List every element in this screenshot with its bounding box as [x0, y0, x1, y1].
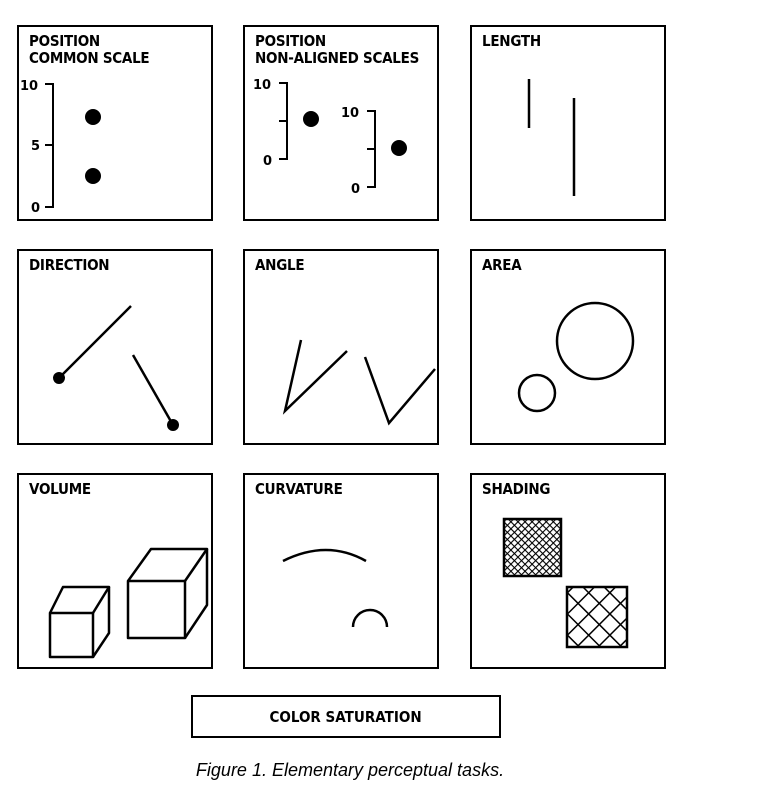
small-circle [519, 375, 555, 411]
panel-angle [243, 249, 439, 445]
direction-dot-left [53, 372, 65, 384]
right-scale-label-bottom: 0 [351, 182, 361, 197]
length-figure [472, 27, 664, 219]
panel-area [470, 249, 666, 445]
color-saturation-label: COLOR SATURATION [269, 707, 423, 726]
shading-figure [472, 475, 664, 667]
panel-shading [470, 473, 666, 669]
right-scale-label-top: 10 [341, 106, 360, 121]
angle-figure [245, 251, 437, 443]
angle-left [285, 340, 347, 411]
title-line: POSITION [29, 32, 100, 50]
panel-volume [17, 473, 213, 669]
scale-label-bottom: 0 [31, 201, 41, 216]
dot-right-scale [391, 140, 407, 156]
panel-direction [17, 249, 213, 445]
dot-high [85, 109, 101, 125]
left-scale-label-bottom: 0 [263, 154, 273, 169]
small-cube [50, 587, 109, 657]
tight-curve [353, 610, 387, 627]
title-line: LENGTH [482, 32, 541, 50]
direction-dot-right [167, 419, 179, 431]
fine-shaded-square [504, 519, 561, 576]
area-figure [472, 251, 664, 443]
title-line: DIRECTION [29, 256, 110, 274]
title-line: NON-ALIGNED SCALES [255, 49, 420, 67]
angle-right [365, 357, 435, 423]
coarse-shaded-square [567, 587, 627, 647]
title-line: SHADING [482, 480, 551, 498]
panel-length [470, 25, 666, 221]
left-scale-label-top: 10 [253, 78, 272, 93]
position-non-aligned-figure [245, 27, 437, 219]
panel-position-common-scale [17, 25, 213, 221]
title-line: POSITION [255, 32, 326, 50]
title-line: VOLUME [29, 480, 91, 498]
gentle-curve [283, 550, 366, 561]
volume-figure [19, 475, 211, 667]
title-line: CURVATURE [255, 480, 343, 498]
scale-label-mid: 5 [31, 139, 41, 154]
figure-caption: Figure 1. Elementary perceptual tasks. [195, 760, 505, 780]
title-line: ANGLE [255, 256, 305, 274]
curvature-figure [245, 475, 437, 667]
dot-low [85, 168, 101, 184]
dot-left-scale [303, 111, 319, 127]
title-line: COMMON SCALE [29, 49, 150, 67]
position-common-scale-figure [19, 27, 211, 219]
panel-curvature [243, 473, 439, 669]
large-circle [557, 303, 633, 379]
scale-label-top: 10 [20, 79, 39, 94]
direction-figure [19, 251, 211, 443]
panel-position-non-aligned-scales [243, 25, 439, 221]
large-cube [128, 549, 207, 638]
color-saturation-box [191, 695, 501, 738]
title-line: AREA [482, 256, 522, 274]
